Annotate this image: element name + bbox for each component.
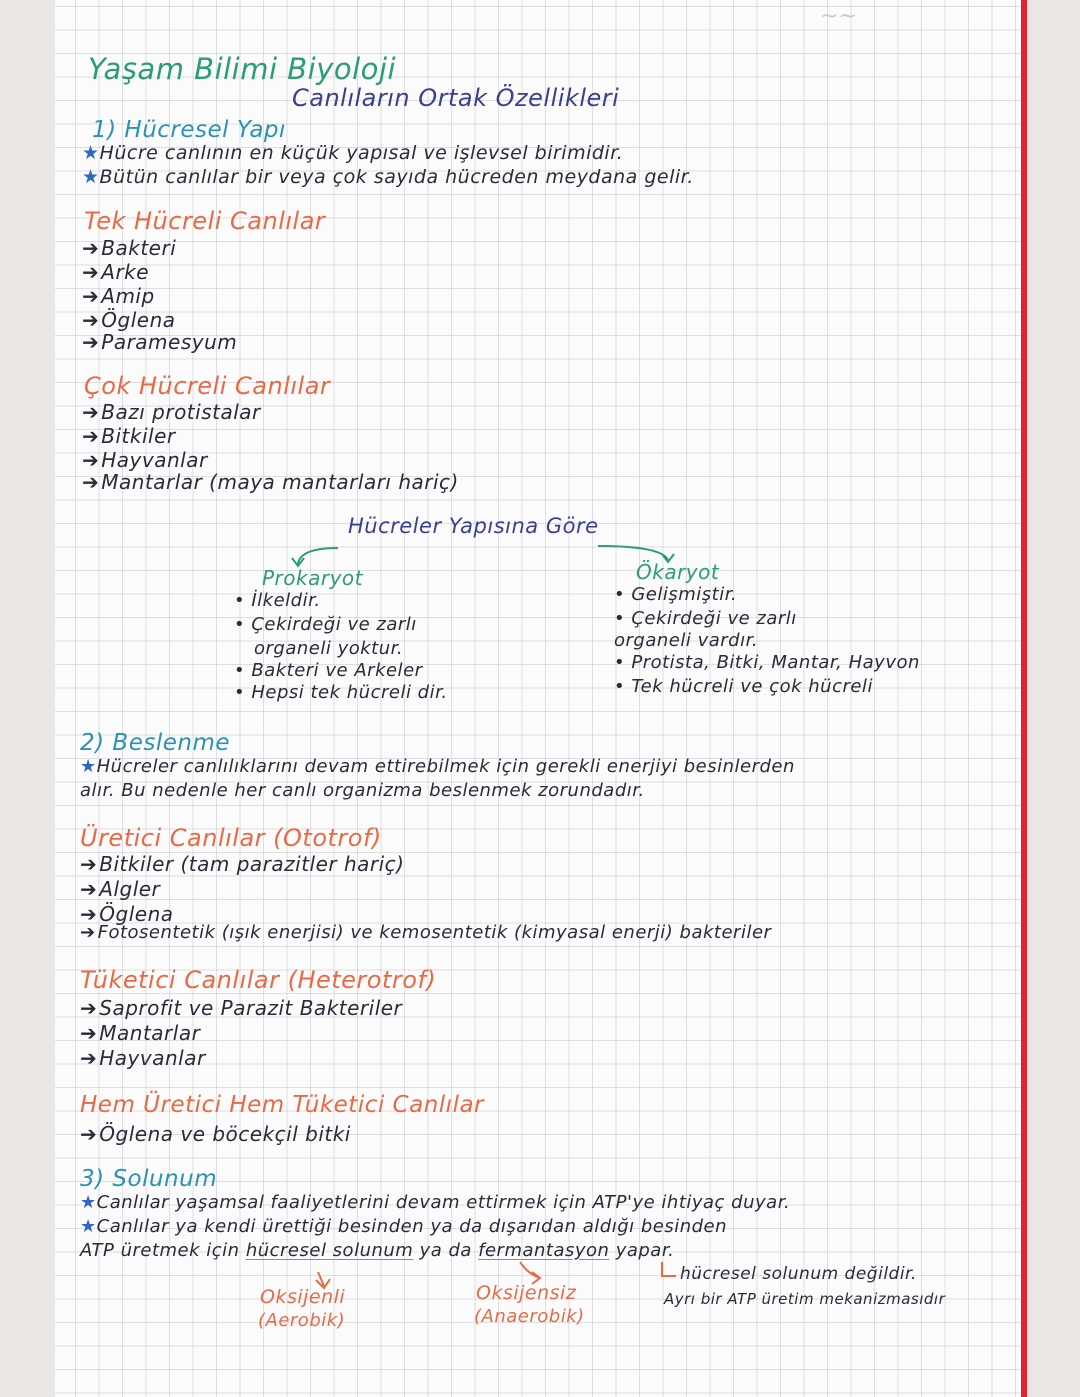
list-item: ➔ Bitkiler (tam parazitler hariç) (80, 852, 405, 876)
uretici-heading: Üretici Canlılar (Ototrof) (80, 824, 382, 852)
list-item: ➔ Bitkiler (82, 424, 176, 448)
prokaryot-bullet-cont: organeli yoktur. (254, 638, 404, 659)
arrow-icon: ➔ (82, 236, 100, 260)
bleed-through-text: ~~ (820, 4, 857, 29)
arrow-icon: ➔ (82, 424, 100, 448)
arrow-icon: ➔ (80, 852, 98, 876)
arrow-icon: ➔ (80, 1046, 98, 1070)
list-item: ➔ Öglena ve böcekçil bitki (80, 1122, 351, 1146)
aerobik-label: (Aerobik) (258, 1310, 346, 1331)
list-item: ➔ Fotosentetik (ışık enerjisi) ve kemosentetik (kimyasal enerji) bakteriler (80, 922, 772, 943)
hucresel-point-2: ★Bütün canlılar bir veya çok sayıda hücreden meydana gelir. (82, 166, 694, 188)
prokaryot-bullet: • Hepsi tek hücreli dir. (234, 682, 448, 703)
okaryot-bullet: • Tek hücreli ve çok hücreli (614, 676, 873, 697)
section-heading-beslenme: 2) Beslenme (80, 730, 231, 756)
okaryot-bullet: • Gelişmiştir. (614, 584, 738, 605)
solunum-line-1: ★Canlılar yaşamsal faaliyetlerini devam ettirmek için ATP'ye ihtiyaç duyar. (80, 1192, 791, 1213)
star-icon: ★ (80, 756, 97, 777)
page-title: Yaşam Bilimi Biyoloji (88, 52, 397, 86)
list-item: ➔ Mantarlar (maya mantarları hariç) (82, 470, 459, 494)
arrow-icon: ➔ (80, 996, 98, 1020)
list-item: ➔ Arke (82, 260, 150, 284)
solunum-note-1: hücresel solunum değildir. (680, 1264, 917, 1284)
anaerobik-label: (Anaerobik) (474, 1306, 585, 1327)
star-icon: ★ (80, 1192, 97, 1213)
okaryot-bullet: • Protista, Bitki, Mantar, Hayvon (614, 652, 920, 673)
section-heading-solunum: 3) Solunum (80, 1166, 218, 1192)
solunum-line-2: ★Canlılar ya kendi ürettiği besinden ya da dışarıdan aldığı besinden (80, 1216, 728, 1237)
list-item: ➔ Amip (82, 284, 155, 308)
cok-hucreli-heading: Çok Hücreli Canlılar (84, 372, 331, 400)
list-item: ➔ Mantarlar (80, 1021, 201, 1045)
arrow-icon: ➔ (80, 922, 96, 943)
tuketici-heading: Tüketici Canlılar (Heterotrof) (80, 966, 437, 994)
arrow-icon: ➔ (80, 902, 98, 926)
prokaryot-bullet: • İlkeldir. (234, 590, 321, 611)
arrow-icon: ➔ (82, 330, 100, 354)
solunum-line-3: ATP üretmek için hücresel solunum ya da fermantasyon yapar. (80, 1240, 675, 1261)
arrow-icon: ➔ (82, 470, 100, 494)
list-item: ➔ Öglena (80, 902, 174, 926)
list-item: ➔ Bazı protistalar (82, 400, 261, 424)
arrow-icon: ➔ (82, 308, 100, 332)
list-item: ➔ Bakteri (82, 236, 177, 260)
arrow-icon: ➔ (82, 260, 100, 284)
list-item: ➔ Paramesyum (82, 330, 238, 354)
hem-heading: Hem Üretici Hem Tüketici Canlılar (80, 1092, 485, 1118)
beslenme-line-1: ★Hücreler canlılıklarını devam ettirebilmek için gerekli enerjiyi besinlerden (80, 756, 795, 777)
hucresel-point-1: ★Hücre canlının en küçük yapısal ve işlevsel birimidir. (82, 142, 624, 164)
okaryot-bullet: • Çekirdeği ve zarlı (614, 608, 797, 629)
hucreler-heading: Hücreler Yapısına Göre (348, 514, 599, 538)
prokaryot-bullet: • Çekirdeği ve zarlı (234, 614, 417, 635)
star-icon: ★ (80, 1216, 97, 1237)
list-item: ➔ Hayvanlar (80, 1046, 206, 1070)
solunum-note-2: Ayrı bir ATP üretim mekanizmasıdır (664, 1290, 946, 1308)
arrow-icon: ➔ (80, 1122, 98, 1146)
arrow-icon: ➔ (80, 877, 98, 901)
beslenme-line-2: alır. Bu nedenle her canlı organizma beslenmek zorundadır. (80, 780, 645, 801)
list-item: ➔ Hayvanlar (82, 448, 208, 472)
list-item: ➔ Öglena (82, 308, 176, 332)
page-subtitle: Canlıların Ortak Özellikleri (292, 84, 620, 112)
prokaryot-bullet: • Bakteri ve Arkeler (234, 660, 423, 681)
arrow-icon: ➔ (82, 448, 100, 472)
section-heading-hucresel-yapi: 1) Hücresel Yapı (92, 117, 286, 143)
tek-hucreli-heading: Tek Hücreli Canlılar (84, 207, 326, 235)
arrow-icon: ➔ (82, 284, 100, 308)
list-item: ➔ Algler (80, 877, 161, 901)
okaryot-bullet-cont: organeli vardır. (614, 630, 759, 651)
okaryot-title: Ökaryot (636, 560, 720, 584)
arrow-icon: ➔ (80, 1021, 98, 1045)
oksijensiz-label: Oksijensiz (476, 1282, 577, 1304)
star-icon: ★ (82, 142, 100, 164)
star-icon: ★ (82, 166, 100, 188)
oksijenli-label: Oksijenli (260, 1286, 346, 1308)
prokaryot-title: Prokaryot (262, 566, 363, 590)
list-item: ➔ Saprofit ve Parazit Bakteriler (80, 996, 403, 1020)
arrow-icon: ➔ (82, 400, 100, 424)
